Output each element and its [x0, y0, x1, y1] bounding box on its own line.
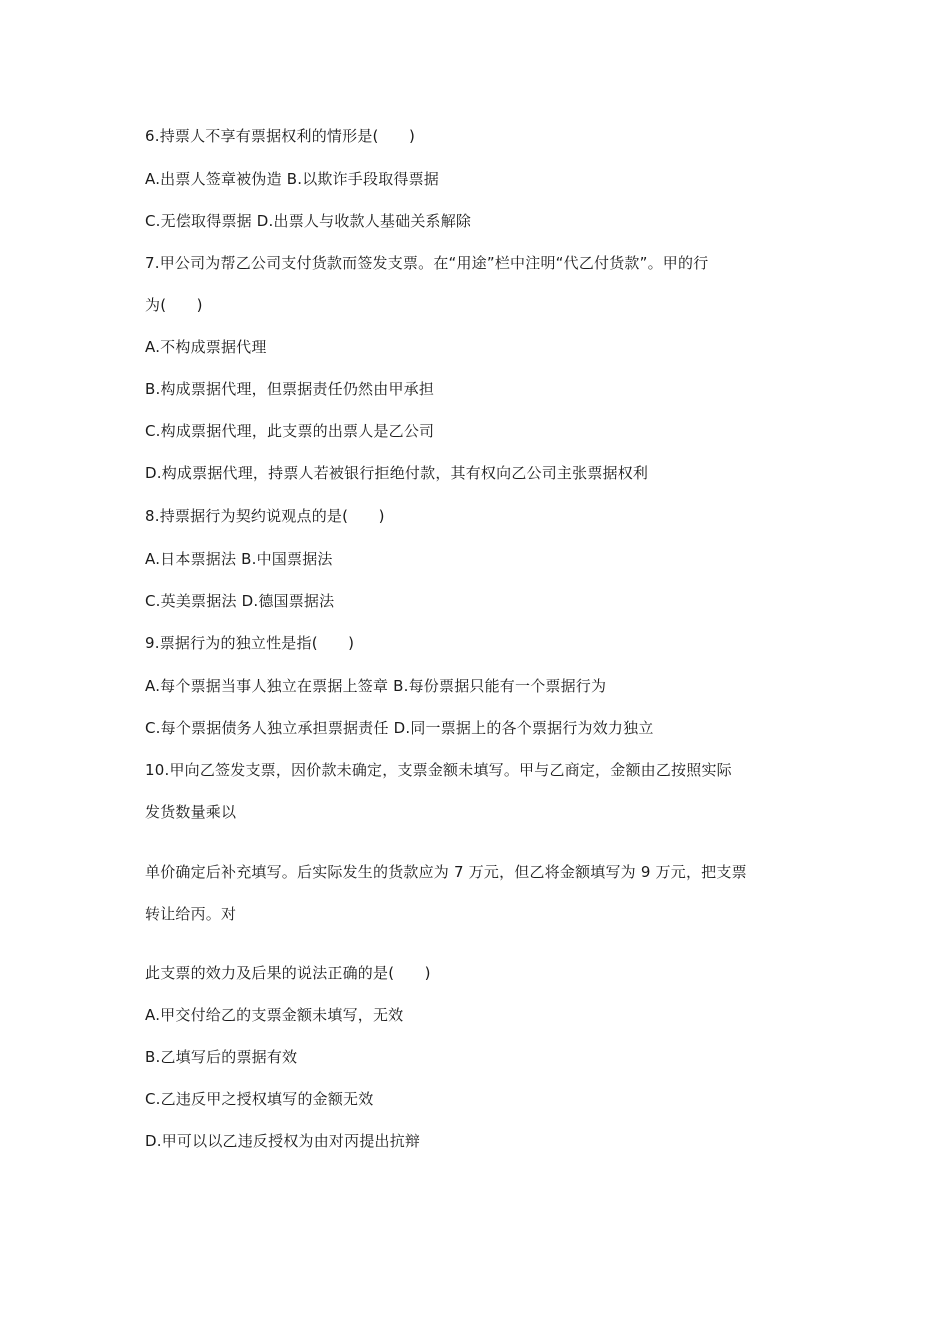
question-6-options-ab: A.出票人签章被伪造 B.以欺诈手段取得票据 [145, 170, 439, 188]
question-10-option-b: B.乙填写后的票据有效 [145, 1048, 298, 1066]
question-9-options-ab: A.每个票据当事人独立在票据上签章 B.每份票据只能有一个票据行为 [145, 677, 607, 695]
question-7-stem-line-1: 7.甲公司为帮乙公司支付货款而签发支票。在“用途”栏中注明“代乙付货款”。甲的行 [145, 254, 709, 272]
question-7-option-c: C.构成票据代理，此支票的出票人是乙公司 [145, 422, 435, 440]
question-8-stem: 8.持票据行为契约说观点的是( ) [145, 507, 385, 525]
question-8-options-cd: C.英美票据法 D.德国票据法 [145, 592, 335, 610]
question-10-option-d: D.甲可以以乙违反授权为由对丙提出抗辩 [145, 1132, 421, 1150]
question-8-options-ab: A.日本票据法 B.中国票据法 [145, 550, 333, 568]
question-10-option-c: C.乙违反甲之授权填写的金额无效 [145, 1090, 374, 1108]
question-10-option-a: A.甲交付给乙的支票金额未填写，无效 [145, 1006, 404, 1024]
question-9-stem: 9.票据行为的独立性是指( ) [145, 634, 355, 652]
question-10-stem-line-5: 此支票的效力及后果的说法正确的是( ) [145, 964, 431, 982]
question-7-option-b: B.构成票据代理，但票据责任仍然由甲承担 [145, 380, 435, 398]
question-6-options-cd: C.无偿取得票据 D.出票人与收款人基础关系解除 [145, 212, 472, 230]
question-7-stem-line-2: 为( ) [145, 296, 203, 314]
question-10-stem-line-4: 转让给丙。对 [145, 905, 237, 923]
question-10-stem-line-2: 发货数量乘以 [145, 803, 237, 821]
question-10-stem-line-1: 10.甲向乙签发支票，因价款未确定，支票金额未填写。甲与乙商定，金额由乙按照实际 [145, 761, 732, 779]
question-7-option-d: D.构成票据代理，持票人若被银行拒绝付款，其有权向乙公司主张票据权利 [145, 464, 649, 482]
question-10-stem-line-3: 单价确定后补充填写。后实际发生的货款应为 7 万元，但乙将金额填写为 9 万元，把支票 [145, 863, 747, 881]
question-6-stem: 6.持票人不享有票据权利的情形是( ) [145, 127, 416, 145]
question-7-option-a: A.不构成票据代理 [145, 338, 267, 356]
question-9-options-cd: C.每个票据债务人独立承担票据责任 D.同一票据上的各个票据行为效力独立 [145, 719, 654, 737]
